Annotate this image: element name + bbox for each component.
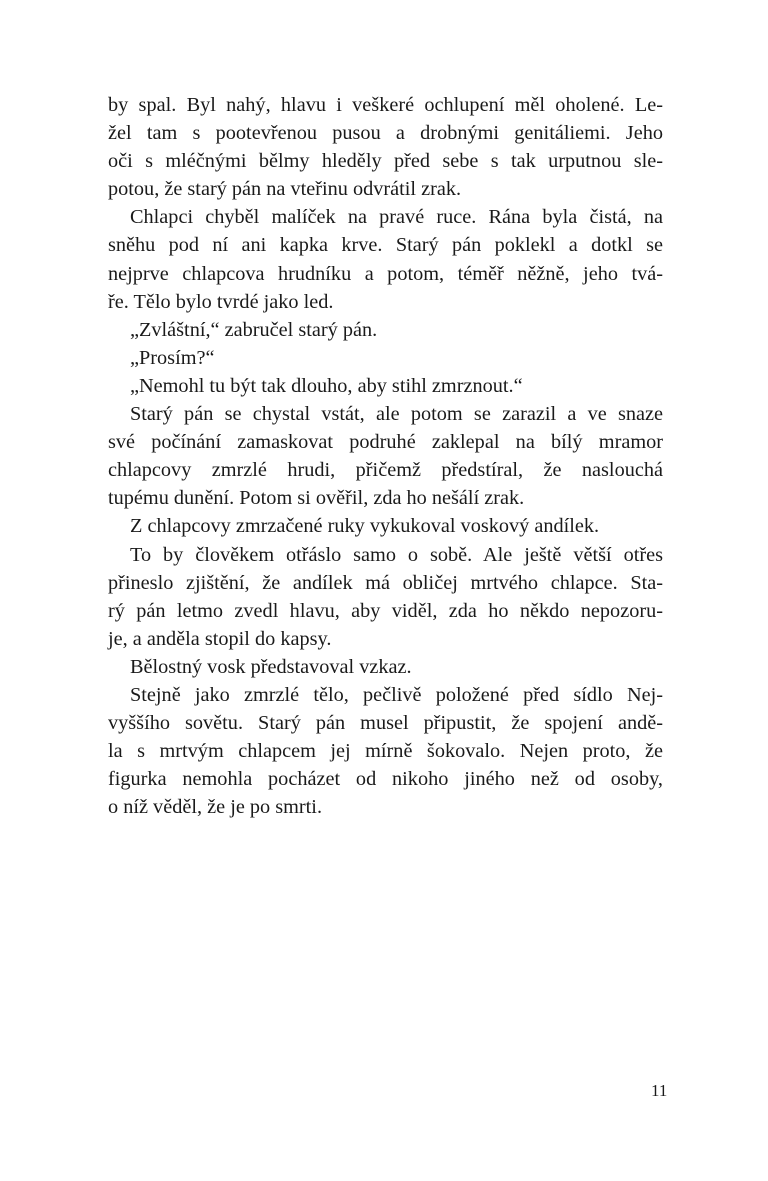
text-line: by spal. Byl nahý, hlavu i veškeré ochlupení měl oholené. Le-: [108, 94, 663, 116]
text-line: žel tam s pootevřenou pusou a drobnými genitáliemi. Jeho: [108, 122, 663, 145]
body-text: [108, 91, 663, 821]
paragraph: [108, 91, 663, 203]
text-line: je, a anděla stopil do kapsy.: [108, 627, 332, 650]
paragraph: [108, 400, 663, 512]
text-line: chlapcovy zmrzlé hrudi, přičemž předstíral, že naslouchá: [108, 459, 663, 482]
text-line: Z chlapcovy zmrzačené ruky vykukoval voskový andílek.: [130, 515, 600, 538]
paragraph: [108, 372, 663, 400]
text-line: Chlapci chyběl malíček na pravé ruce. Rána byla čistá, na: [130, 206, 663, 229]
text-line: o níž věděl, že je po smrti.: [108, 796, 323, 819]
text-line: vyššího sovětu. Starý pán musel připustit, že spojení andě-: [108, 712, 663, 735]
paragraph: [108, 316, 663, 344]
paragraph: [108, 203, 663, 315]
text-line: la s mrtvým chlapcem jej mírně šokovalo. Nejen proto, že: [108, 740, 663, 763]
text-line: Stejně jako zmrzlé tělo, pečlivě položené před sídlo Nej-: [130, 683, 663, 706]
text-line: ře. Tělo bylo tvrdé jako led.: [108, 290, 334, 313]
text-line: Bělostný vosk představoval vzkaz.: [130, 655, 412, 678]
paragraph: [108, 653, 663, 681]
paragraph: [108, 512, 663, 540]
text-line: figurka nemohla pocházet od nikoho jiného než od osoby,: [108, 768, 663, 791]
paragraph: [108, 344, 663, 372]
text-line: rý pán letmo zvedl hlavu, aby viděl, zda ho někdo nepozoru-: [108, 599, 663, 622]
paragraph: [108, 541, 663, 653]
text-line: sněhu pod ní ani kapka krve. Starý pán poklekl a dotkl se: [108, 234, 663, 257]
paragraph: [108, 681, 663, 821]
text-line: „Zvláštní,“ zabručel starý pán.: [130, 318, 378, 341]
page-number: 11: [651, 1081, 668, 1100]
text-line: potou, že starý pán na vteřinu odvrátil zrak.: [108, 178, 462, 201]
text-line: tupému dunění. Potom si ověřil, zda ho nešálí zrak.: [108, 487, 525, 510]
text-line: „Prosím?“: [130, 346, 215, 369]
text-line: své počínání zamaskovat podruhé zaklepal na bílý mramor: [108, 431, 663, 454]
text-line: Starý pán se chystal vstát, ale potom se zarazil a ve snaze: [130, 403, 663, 426]
text-line: nejprve chlapcova hrudníku a potom, téměř něžně, jeho tvá-: [108, 262, 663, 285]
text-line: přineslo zjištění, že andílek má obličej mrtvého chlapce. Sta-: [108, 571, 663, 594]
text-line: „Nemohl tu být tak dlouho, aby stihl zmrznout.“: [130, 374, 523, 397]
text-line: oči s mléčnými bělmy hleděly před sebe s tak urputnou sle-: [108, 150, 663, 173]
text-line: To by člověkem otřáslo samo o sobě. Ale ještě větší otřes: [130, 543, 663, 566]
